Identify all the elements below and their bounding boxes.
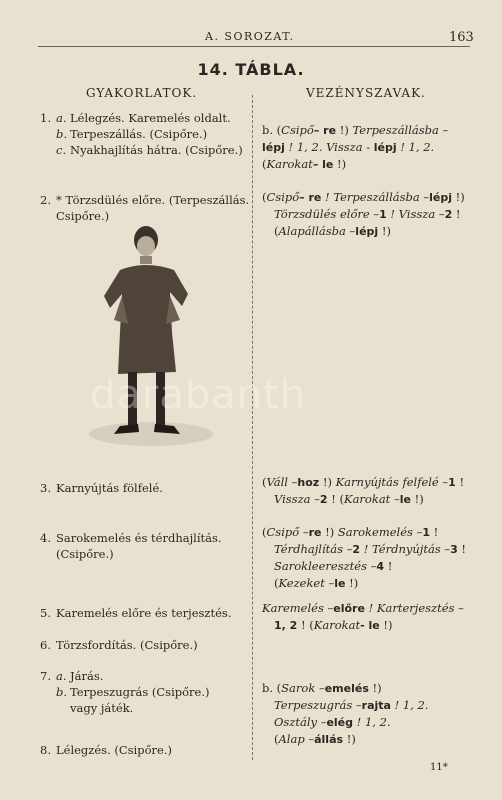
exercise-5: 5. Karemelés előre és terjesztés. <box>40 606 232 620</box>
header-rule <box>38 46 470 47</box>
exercise-3: 3. Karnyújtás fölfelé. <box>40 481 163 495</box>
table-title: 14. TÁBLA. <box>197 60 305 79</box>
command-1: b. (Csipő– re !) Terpeszállásba – lépj ! 1, 2. Vissza - lépj ! 1, 2. (Karokat– le !) <box>262 123 449 171</box>
column-divider <box>252 95 253 760</box>
signature-mark: 11* <box>430 762 448 773</box>
command-7: b. (Sarok –emelés !) Terpeszugrás –rajta ! 1, 2. Osztály –elég ! 1, 2. (Alap –állás !) <box>262 681 429 746</box>
commands-column-heading: VEZÉNYSZAVAK. <box>306 86 426 100</box>
exercise-1: 1. a. Lélegzés. Karemelés oldalt. b. Terpeszállás. (Csipőre.) c. Nyakhajlítás hátra. (Csipőre.) <box>40 111 243 157</box>
series-title: A. SOROZAT. <box>205 30 295 43</box>
command-2: (Csipő– re ! Terpeszállásba –lépj !) Törzsdülés előre –1 ! Vissza –2 ! (Alapállásba –lépj !) <box>262 190 465 238</box>
command-4: (Csipő –re !) Sarokemelés –1 ! Térdhajlítás –2 ! Térdnyújtás –3 ! Sarokleeresztés –4 ! (Kezeket –le !) <box>262 525 467 590</box>
running-header <box>0 30 502 46</box>
command-3: (Váll –hoz !) Karnyújtás felfelé –1 ! Vissza –2 ! (Karokat –le !) <box>262 475 465 506</box>
exercise-6: 6. Törzsfordítás. (Csipőre.) <box>40 638 198 652</box>
exercise-8: 8. Lélegzés. (Csipőre.) <box>40 743 172 757</box>
exercises-column-heading: GYAKORLATOK. <box>86 86 198 100</box>
command-5: Karemelés –előre ! Karterjesztés – 1, 2 ! (Karokat- le !) <box>262 601 464 632</box>
exercise-4: 4. Sarokemelés és térdhajlítás. (Csipőre.) <box>40 531 222 561</box>
page-number: 163 <box>449 30 474 45</box>
watermark: darabanth <box>90 372 307 418</box>
exercise-7: 7. a. Járás. b. Terpeszugrás (Csipőre.) vagy játék. <box>40 669 210 715</box>
exercise-2: 2. * Törzsdülés előre. (Terpeszállás. Csipőre.) <box>40 193 250 223</box>
